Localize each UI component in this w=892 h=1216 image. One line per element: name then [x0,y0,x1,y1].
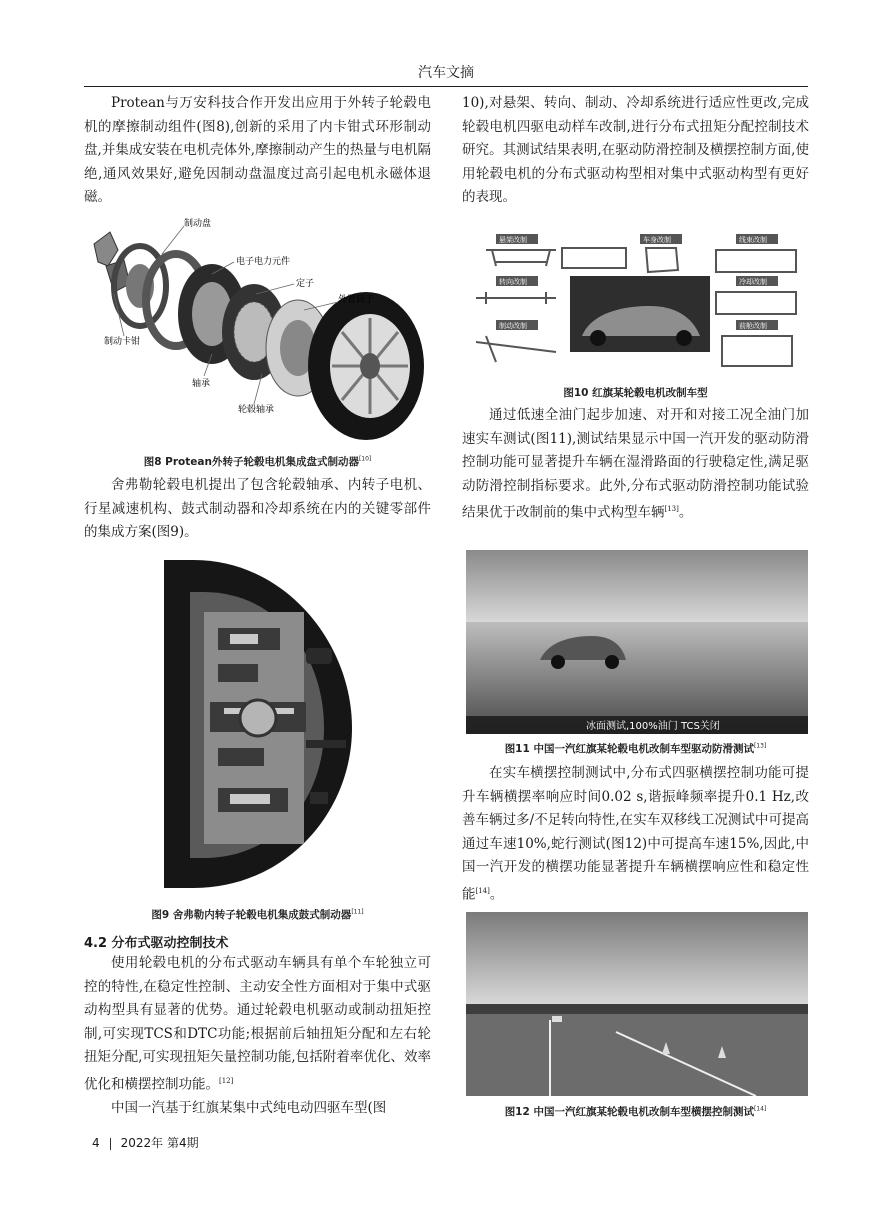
paragraph-yaw-test: 在实车横摆控制测试中,分布式四驱横摆控制功能可提升车辆横摆率响应时间0.02 s,谐振峰频率提升0.1 Hz,改善车辆过多/不足转向特性,在实车双移线工况测试中可提高通过车速10%,蛇行测试(图12)中可提高车速15%,因此,中国一汽开发的横摆功能显著提升车辆横摆响应性和稳定性能[14]。 [462,765,809,903]
paragraph-distributed-drive: 使用轮毂电机的分布式驱动车辆具有单个车轮独立可控的特性,在稳定性控制、主动安全性方面相对于集中式驱动构型具有显著的优势。通过轮毂电机驱动或制动扭矩控制,可实现TCS和DTC功能;根据前后轴扭矩分配和左右轮扭矩分配,可实现扭矩矢量控制功能,包括附着率优化、效率优化和横摆控制功能。[12] [84,955,431,1093]
label-cabin: 前舱改制 [739,322,767,330]
section-heading-4-2: 4.2 分布式驱动控制技术 [84,936,229,951]
figure-9-cutaway-motor [134,552,384,896]
figure-12-slalom-test-photo [466,912,808,1096]
page-number: 4 [92,1136,100,1150]
label-wiring: 线束改制 [739,236,767,244]
figure-9-caption: 图9 舍弗勒内转子轮毂电机集成鼓式制动器[11] [151,908,364,921]
figure-8-caption: 图8 Protean外转子轮毂电机集成盘式制动器[10] [143,455,372,468]
figure-10-modification-collage [466,232,808,374]
figure-12-caption: 图12 中国一汽红旗某轮毂电机改制车型横摆控制测试[14] [504,1105,767,1118]
fig11-overlay-text: 冰面测试,100%油门 TCS关闭 [586,721,720,732]
label-outer-rotor: 外置转子 [338,295,375,305]
figure-11-ice-test-photo [466,550,808,734]
figure-8-exploded-motor [84,214,431,450]
label-brake-disc: 制动盘 [184,219,212,229]
label-caliper: 制动卡钳 [104,337,141,347]
label-stator: 定子 [296,279,315,289]
left-para-2 [84,474,431,545]
label-power-electronics: 电子电力元件 [236,257,291,267]
left-para-3 [84,952,431,1121]
paragraph-hongqi-test: 10),对悬架、转向、制动、冷却系统进行适应性更改,完成轮毂电机四驱电动样车改制,进行分布式扭矩分配控制技术研究。其测试结果表明,在驱动防滑控制及横摆控制方面,使用轮毂电机的分布式驱动构型相对集中式驱动构型有更好的表现。 [462,95,809,206]
journal-header: 汽车文摘 [418,65,474,81]
figure-10-caption: 图10 红旗某轮毂电机改制车型 [563,387,708,399]
label-brake: 制动改制 [499,322,527,330]
label-cooling: 冷却改制 [739,278,767,286]
left-para-1 [84,92,431,210]
paragraph-protean: Protean与万安科技合作开发出应用于外转子轮毂电机的摩擦制动组件(图8),创新的采用了内卡钳式环形制动盘,并集成安装在电机壳体外,摩擦制动产生的热量与电机隔绝,通风效果好,避免因制动盘温度过高引起电机永磁体退磁。 [84,95,431,206]
label-body: 车身改制 [643,236,671,244]
label-suspension: 悬架改制 [499,236,527,244]
right-para-2 [462,404,809,525]
label-steering: 转向改制 [499,278,527,286]
header-rule [84,86,808,87]
issue-label: 2022年 第4期 [120,1136,199,1150]
paragraph-faw-start: 中国一汽基于红旗某集中式纯电动四驱车型(图 [111,1100,387,1117]
page-footer [92,1134,199,1151]
right-para-1 [462,92,809,210]
paragraph-traction-test: 通过低速全油门起步加速、对开和对接工况全油门加速实车测试(图11),测试结果显示中国一汽开发的驱动防滑控制功能可显著提升车辆在湿滑路面的行驶稳定性,满足驱动防滑控制指标要求。此外,分布式驱动防滑控制功能试验结果优于改制前的集中式构型车辆[13]。 [462,407,809,521]
figure-11-caption: 图11 中国一汽红旗某轮毂电机改制车型驱动防滑测试[13] [504,742,767,755]
label-hub-bearing: 轮毂轴承 [238,405,275,415]
paragraph-schaeffler: 舍弗勒轮毂电机提出了包含轮毂轴承、内转子电机、行星减速机构、鼓式制动器和冷却系统在内的关键零部件的集成方案(图9)。 [84,477,431,541]
label-bearing: 轴承 [192,379,211,389]
right-para-3 [462,762,809,907]
